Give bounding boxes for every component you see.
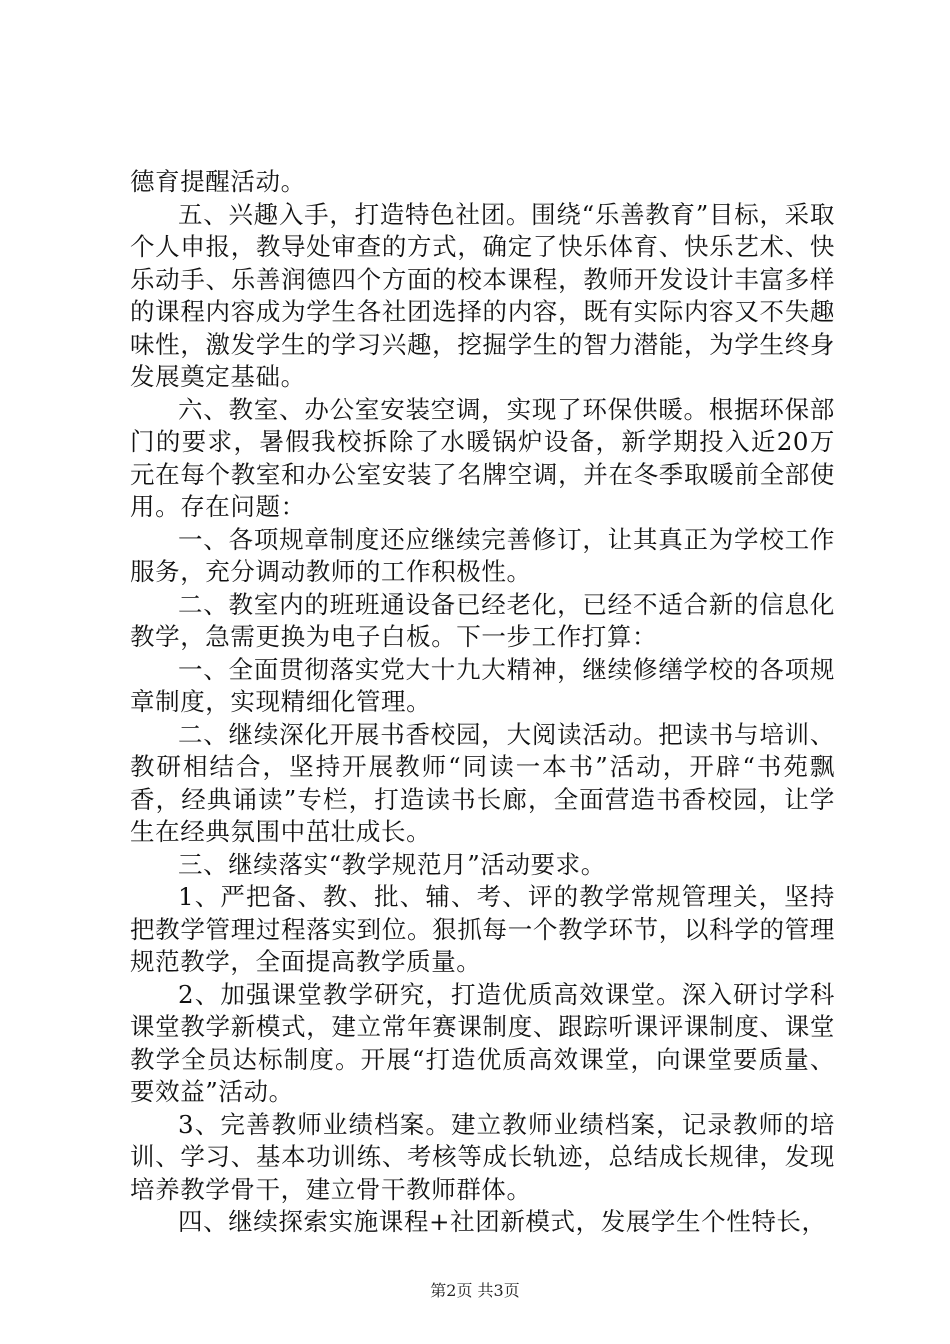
paragraph: 一、各项规章制度还应继续完善修订，让其真正为学校工作服务，充分调动教师的工作积极性。 — [130, 524, 835, 586]
paragraph: 2、加强课堂教学研究，打造优质高效课堂。深入研讨学科课堂教学新模式，建立常年赛课制度、跟踪听课评课制度、课堂教学全员达标制度。开展“打造优质高效课堂，向课堂要质量、要效益”活动。 — [130, 979, 835, 1106]
paragraph: 五、兴趣入手，打造特色社团。围绕“乐善教育”目标，采取个人申报，教导处审查的方式，确定了快乐体育、快乐艺术、快乐动手、乐善润德四个方面的校本课程，教师开发设计丰富多样的课程内容成为学生各社团选择的内容，既有实际内容又不失趣味性，激发学生的学习兴趣，挖掘学生的智力潜能，为学生终身发展奠定基础。 — [130, 199, 835, 391]
page-number-footer: 第2页 共3页 — [430, 1281, 520, 1300]
paragraph: 一、全面贯彻落实党大十九大精神，继续修缮学校的各项规章制度，实现精细化管理。 — [130, 654, 835, 716]
paragraph: 三、继续落实“教学规范月”活动要求。 — [178, 849, 606, 879]
paragraph: 3、完善教师业绩档案。建立教师业绩档案，记录教师的培训、学习、基本功训练、考核等成长轨迹，总结成长规律，发现培养教学骨干，建立骨干教师群体。 — [130, 1109, 835, 1204]
document-body — [130, 166, 835, 1239]
paragraph: 1、严把备、教、批、辅、考、评的教学常规管理关，坚持把教学管理过程落实到位。狠抓每一个教学环节，以科学的管理规范教学，全面提高教学质量。 — [130, 882, 835, 976]
paragraph: 六、教室、办公室安装空调，实现了环保供暖。根据环保部门的要求，暑假我校拆除了水暖锅炉设备，新学期投入近20万元在每个教室和办公室安装了名牌空调，并在冬季取暖前全部使用。存在问题： — [130, 394, 835, 521]
paragraph: 二、教室内的班班通设备已经老化，已经不适合新的信息化教学，急需更换为电子白板。下一步工作打算： — [130, 589, 835, 651]
paragraph: 二、继续深化开展书香校园，大阅读活动。把读书与培训、教研相结合，坚持开展教师“同读一本书”活动，开辟“书苑飘香，经典诵读”专栏，打造读书长廊，全面营造书香校园，让学生在经典氛围中茁壮成长。 — [130, 719, 835, 846]
paragraph: 四、继续探索实施课程+社团新模式，发展学生个性特长， — [178, 1207, 827, 1236]
paragraph: 德育提醒活动。 — [130, 167, 306, 196]
